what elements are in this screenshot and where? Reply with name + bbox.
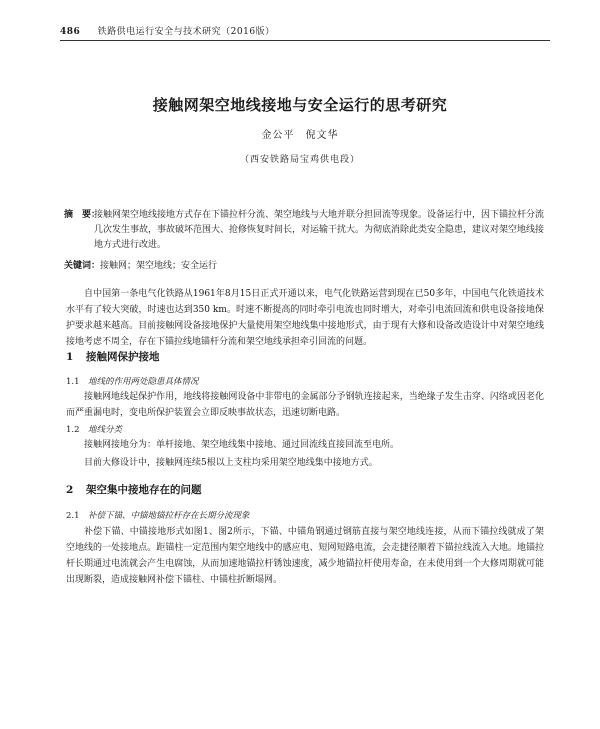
paper-title: 接触网架空地线接地与安全运行的思考研究 xyxy=(152,96,448,114)
abstract-label: 摘 要： xyxy=(64,210,101,220)
section-2-1-heading xyxy=(66,509,250,521)
section-1-2-text-2: 目前大修设计中，接触网连续5根以上支柱均采用架空地线集中接地方式。 xyxy=(84,458,378,468)
section-2-title: 架空集中接地存在的问题 xyxy=(86,484,202,496)
section-1-2-text-1: 接触网接地分为：单杆接地、架空地线集中接地、通过回流线直接回流至电所。 xyxy=(84,440,400,450)
section-1-title: 接触网保护接地 xyxy=(86,351,160,363)
section-1-2-heading xyxy=(66,423,122,435)
abstract-text: 接触网架空地线接地方式存在下锚拉杆分流、架空地线与大地并联分担回流等现象。设备运行中，因下锚拉杆分流几次发生事故，事故破坏范围大、抢修恢复时间长，对运输干扰大。为彻底消除此类安全隐患，建议对架空地线接地方式进行改进。 xyxy=(94,210,545,250)
section-2-number: 2 xyxy=(66,484,74,496)
keywords-block xyxy=(64,259,544,273)
page-number: 486 xyxy=(60,27,81,37)
keywords-label: 关键词： xyxy=(64,261,101,271)
section-1-1-title: 地线的作用两处隐患具体情况 xyxy=(88,377,199,387)
section-1-2-number: 1.2 xyxy=(66,425,80,435)
section-1-1-number: 1.1 xyxy=(66,377,80,387)
section-1-heading xyxy=(66,349,160,364)
section-1-2-title: 地线分类 xyxy=(88,425,123,435)
keywords-text: 接触网；架空地线；安全运行 xyxy=(100,261,218,271)
intro-paragraph: 自中国第一条电气化铁路从1961年8月15日正式开通以来，电气化铁路运营到现在已50多年，中国电气化铁道技术水平有了较大突破，时速也达到350 km。时速不断提高的同时牵引电流也同时增大，对牵引电流回流和供电设备接地保护要求越来越高。目前接触网设备接地保护大量使用架空地线集中接地形式，由于现有大修和设备改造设计中对架空地线接地考虑不周全，存在下锚拉线地锚杆分流和架空地线承担牵引回流的问题。 xyxy=(66,289,544,347)
section-1-1-heading xyxy=(66,375,199,387)
journal-title: 铁路供电运行安全与技术研究（2016版） xyxy=(97,27,275,37)
section-1-1-text: 接触网地线起保护作用，地线将接触网设备中非带电的金属部分予钢轨连接起来，当绝缘子发生击穿、闪络或因老化而严重漏电时，变电所保护装置会立即反映事故状态，迅速切断电路。 xyxy=(66,392,544,418)
abstract-block xyxy=(64,208,544,253)
section-2-1-text: 补偿下锚、中锚接地形式如图1、图2所示，下锚、中锚角钢通过钢筋直接与架空地线连接，从而下锚拉线就成了架空地线的一处接地点。距锚柱一定范围内架空地线中的感应电、短网短路电流，会走捷径顺着下锚拉线流入大地。地锚拉杆长期通过电流就会产生电腐蚀，从而加速地锚拉杆锈蚀速度，减少地锚拉杆使用寿命，在未使用到一个大修周期就可能出现断裂，造成接触网补偿下锚柱、中锚柱折断塌网。 xyxy=(66,527,544,585)
author-names: 金公平 倪文华 xyxy=(261,130,339,141)
author-affiliation: （西安铁路局宝鸡供电段） xyxy=(239,155,360,165)
section-1-number: 1 xyxy=(66,351,74,363)
running-header xyxy=(60,24,550,41)
section-2-1-number: 2.1 xyxy=(66,511,80,521)
section-2-1-title: 补偿下锚、中锚地锚拉杆存在长期分流现象 xyxy=(88,511,250,521)
section-2-heading xyxy=(66,482,202,497)
